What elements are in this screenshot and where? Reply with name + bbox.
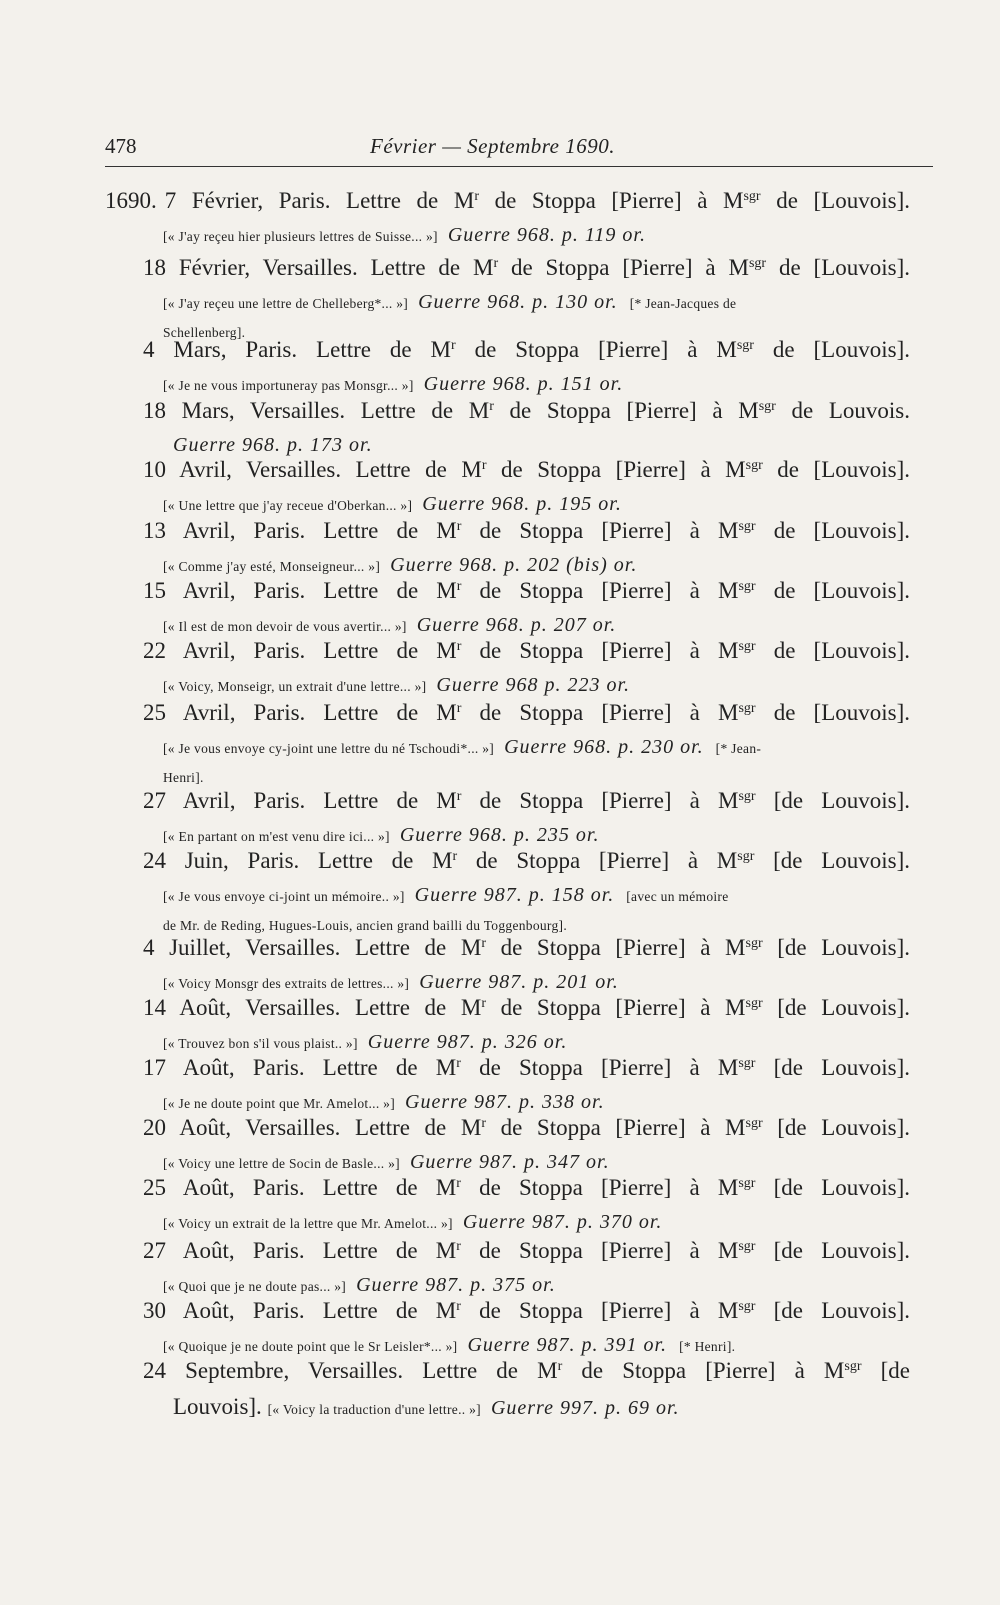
entry-heading	[143, 848, 910, 874]
entry-text: [de Louvois].	[762, 1115, 911, 1140]
entry-date: 4 Mars, Paris.	[143, 337, 317, 362]
superscript: r	[456, 1299, 461, 1314]
entry-text: Lettre de M	[322, 1238, 457, 1263]
entry-text: Louvois].	[173, 1394, 268, 1419]
superscript: r	[456, 519, 462, 534]
superscript: sgr	[748, 256, 767, 271]
entry-text: Lettre de M	[323, 700, 457, 725]
entry-reference-line	[163, 554, 637, 577]
entry-archive-ref: Guerre 968. p. 230 or.	[504, 736, 704, 758]
superscript: r	[452, 849, 458, 864]
entry-text: [de Louvois].	[755, 1055, 910, 1080]
entry-text: de Stoppa [Pierre] à M	[493, 398, 759, 423]
superscript: r	[456, 701, 462, 716]
superscript: sgr	[745, 458, 763, 473]
entry-incipit: [« Quoique je ne doute point que le Sr Leisler*... »]	[163, 1339, 458, 1354]
entry-archive-ref: Guerre 987. p. 158 or.	[414, 884, 615, 906]
entry-incipit: [« Voicy une lettre de Socin de Basle... »]	[163, 1156, 400, 1171]
entry-heading	[143, 1358, 910, 1384]
entry-date: 4 Juillet, Versailles.	[143, 935, 356, 960]
entry-text: [de Louvois].	[755, 1175, 910, 1200]
entry-text: de Stoppa [Pierre] à M	[485, 935, 746, 960]
entry-text: de Stoppa [Pierre] à M	[486, 457, 746, 482]
entry-date: 14 Août, Versailles.	[143, 995, 356, 1020]
superscript: sgr	[738, 701, 756, 716]
entry-reference-line	[163, 884, 729, 907]
entry-heading	[143, 935, 910, 961]
entry-date: 24 Juin, Paris.	[143, 848, 318, 873]
superscript: sgr	[758, 399, 776, 414]
entry-text: [de Louvois].	[755, 788, 910, 813]
entry-incipit: [« Je vous envoye ci-joint un mémoire.. »]	[163, 889, 405, 904]
superscript: r	[456, 1239, 461, 1254]
superscript: sgr	[745, 996, 763, 1011]
superscript: sgr	[738, 789, 756, 804]
entry-date: 25 Août, Paris.	[143, 1175, 323, 1200]
entry-incipit: [« Voicy, Monseigr, un extrait d'une lettre... »]	[163, 679, 427, 694]
entry-date: 22 Avril, Paris.	[143, 638, 324, 663]
entry-text: Lettre de M	[322, 1055, 457, 1080]
entry-heading	[143, 1298, 910, 1324]
entry-text: de [Louvois].	[760, 188, 910, 213]
entry-incipit: [« En partant on m'est venu dire ici... »]	[163, 829, 390, 844]
superscript: r	[451, 338, 456, 353]
superscript: sgr	[738, 1299, 756, 1314]
entry-text: [de Louvois].	[755, 1298, 910, 1323]
entry-heading	[143, 1055, 910, 1081]
entry-heading	[105, 188, 910, 214]
entry-date: 24 Septembre, Versailles.	[143, 1358, 423, 1383]
entry-incipit: [« Je ne doute point que Mr. Amelot... »]	[163, 1096, 396, 1111]
entry-heading	[143, 457, 910, 483]
entry-text: de Stoppa [Pierre] à M	[498, 255, 749, 280]
entry-text: Lettre de M	[355, 1115, 482, 1140]
superscript: sgr	[738, 1176, 756, 1191]
entry-reference-line	[163, 1151, 610, 1174]
superscript: r	[456, 789, 462, 804]
entry-text: Lettre de M	[355, 995, 482, 1020]
running-title: Février — Septembre 1690.	[370, 134, 615, 158]
superscript: r	[481, 936, 486, 951]
entry-archive-ref: Guerre 987. p. 201 or.	[419, 971, 619, 993]
entry-text: de [Louvois].	[755, 578, 910, 603]
entry-note: [* Henri].	[679, 1339, 736, 1354]
entry-note: [avec un mémoire	[626, 889, 729, 904]
entry-text: Lettre de M	[422, 1358, 558, 1383]
superscript: sgr	[737, 849, 755, 864]
entry-text: de Stoppa [Pierre] à M	[461, 638, 739, 663]
entry-heading	[143, 398, 910, 424]
entry-reference-line	[163, 493, 622, 516]
entry-reference-line	[163, 674, 630, 697]
entry-year: 1690.	[105, 188, 157, 213]
entry-text: de Stoppa [Pierre] à M	[457, 848, 738, 873]
entry-date: 18 Février, Versailles.	[143, 255, 371, 280]
entry-text: [de Louvois].	[755, 1238, 910, 1263]
entry-archive-ref: Guerre 997. p. 69 or.	[490, 1397, 680, 1419]
entry-date: 15 Avril, Paris.	[143, 578, 324, 603]
superscript: sgr	[743, 189, 761, 204]
entry-note-continuation: de Mr. de Reding, Hugues-Louis, ancien grand bailli du Toggenbourg].	[163, 918, 568, 933]
list-item	[105, 700, 940, 785]
entry-reference-line	[163, 224, 646, 247]
superscript: sgr	[844, 1359, 862, 1374]
entry-reference-line	[163, 1031, 567, 1054]
entry-note: [* Jean-	[715, 741, 762, 756]
superscript: r	[456, 639, 462, 654]
entry-incipit: [« Voicy la traduction d'une lettre.. »]	[267, 1402, 481, 1417]
entry-reference-line	[163, 1334, 735, 1357]
entry-text: Lettre de M	[355, 935, 482, 960]
entry-text: de Stoppa [Pierre] à M	[478, 188, 744, 213]
entry-date: 20 Août, Versailles.	[143, 1115, 356, 1140]
list-item	[105, 255, 940, 340]
entry-heading	[143, 1175, 910, 1201]
entry-text: de Stoppa [Pierre] à M	[460, 1055, 739, 1080]
entry-text: de [Louvois].	[766, 255, 911, 280]
entry-date: 27 Avril, Paris.	[143, 788, 324, 813]
entry-text: de [Louvois].	[762, 457, 910, 482]
entry-archive-ref: Guerre 968. p. 130 or.	[418, 291, 618, 313]
entry-heading	[143, 518, 910, 544]
entry-text: de Louvois.	[775, 398, 910, 423]
entry-note-continuation: Henri].	[163, 770, 204, 785]
superscript: sgr	[738, 639, 756, 654]
entry-date: 30 Août, Paris.	[143, 1298, 323, 1323]
entry-text: de Stoppa [Pierre] à M	[460, 1238, 739, 1263]
entry-text: de Stoppa [Pierre] à M	[455, 337, 737, 362]
superscript: sgr	[738, 579, 756, 594]
entry-incipit: [« Comme j'ay esté, Monseigneur... »]	[163, 559, 381, 574]
entry-archive-ref: Guerre 987. p. 347 or.	[409, 1151, 610, 1173]
entry-text: de Stoppa [Pierre] à M	[460, 1298, 739, 1323]
entry-text: de Stoppa [Pierre] à M	[486, 1115, 746, 1140]
entry-text: Lettre de M	[323, 578, 457, 603]
superscript: sgr	[738, 519, 756, 534]
entry-text: [de Louvois].	[754, 848, 910, 873]
entry-archive-ref: Guerre 968 p. 223 or.	[436, 674, 631, 696]
entry-date: 13 Avril, Paris.	[143, 518, 324, 543]
entry-reference-line	[163, 1091, 605, 1114]
entry-reference-line	[163, 736, 761, 759]
entry-archive-ref: Guerre 968. p. 207 or.	[416, 614, 617, 636]
superscript: r	[489, 399, 494, 414]
entry-note-continuation: Schellenberg].	[163, 325, 246, 340]
entry-incipit: [« Je ne vous importuneray pas Monsgr... »]	[163, 378, 414, 393]
entry-text: de [Louvois].	[753, 337, 910, 362]
superscript: sgr	[738, 1239, 756, 1254]
entry-incipit: [« Quoi que je ne doute pas... »]	[163, 1279, 347, 1294]
entry-heading	[143, 638, 910, 664]
entry-text: Lettre de M	[360, 398, 490, 423]
page-header	[105, 134, 935, 170]
entry-text: de Stoppa [Pierre] à M	[461, 788, 739, 813]
entry-archive-ref: Guerre 987. p. 375 or.	[356, 1274, 556, 1296]
entry-heading	[143, 578, 910, 604]
entry-archive-ref: Guerre 987. p. 370 or.	[462, 1211, 663, 1233]
entry-text: de [Louvois].	[755, 700, 910, 725]
entry-text: de Stoppa [Pierre] à M	[562, 1358, 845, 1383]
entry-text: [de	[861, 1358, 911, 1383]
entry-text: de [Louvois].	[755, 518, 910, 543]
entry-heading	[143, 788, 910, 814]
superscript: r	[481, 1116, 486, 1131]
entry-incipit: [« Il est de mon devoir de vous avertir... »]	[163, 619, 407, 634]
entry-incipit: [« Voicy un extrait de la lettre que Mr. Amelot... »]	[163, 1216, 453, 1231]
entry-incipit: [« J'ay reçeu hier plusieurs lettres de Suisse... »]	[163, 229, 438, 244]
entry-archive-ref: Guerre 987. p. 338 or.	[405, 1091, 605, 1113]
entry-date: 25 Avril, Paris.	[143, 700, 324, 725]
entry-archive-ref: Guerre 968. p. 235 or.	[399, 824, 600, 846]
entry-text: de Stoppa [Pierre] à M	[460, 1175, 739, 1200]
entry-text: [de Louvois].	[762, 935, 910, 960]
entry-text: Lettre de M	[323, 518, 457, 543]
superscript: r	[481, 458, 487, 473]
superscript: r	[456, 1176, 461, 1191]
entry-incipit: [« J'ay reçeu une lettre de Chelleberg*... »]	[163, 296, 409, 311]
superscript: r	[456, 1056, 461, 1071]
entry-archive-ref: Guerre 968. p. 151 or.	[423, 373, 624, 395]
superscript: r	[493, 256, 499, 271]
header-rule	[105, 166, 933, 167]
entry-text: de [Louvois].	[755, 638, 910, 663]
entry-heading	[143, 700, 910, 726]
entry-text: Lettre de M	[370, 255, 494, 280]
list-item	[105, 848, 940, 933]
superscript: sgr	[738, 1056, 756, 1071]
entry-text: Lettre de M	[322, 1298, 457, 1323]
entry-text: de Stoppa [Pierre] à M	[461, 578, 739, 603]
entry-reference-line	[163, 1211, 662, 1234]
entry-text: Lettre de M	[346, 188, 475, 213]
entry-text: Lettre de M	[323, 638, 457, 663]
entry-reference-line	[163, 373, 623, 396]
page-number: 478	[105, 134, 137, 158]
entry-reference-line	[163, 971, 619, 994]
entry-text: Lettre de M	[316, 337, 451, 362]
entry-text: de Stoppa [Pierre] à M	[461, 518, 739, 543]
entry-reference-line	[163, 614, 616, 637]
entry-incipit: [« Une lettre que j'ay receue d'Oberkan... »]	[163, 498, 413, 513]
entry-text: de Stoppa [Pierre] à M	[461, 700, 739, 725]
superscript: sgr	[745, 1116, 763, 1131]
entry-archive-ref: Guerre 968. p. 195 or.	[422, 493, 622, 515]
entry-reference-line	[163, 291, 736, 314]
entry-archive-ref: Guerre 987. p. 391 or.	[467, 1334, 668, 1356]
entry-heading	[143, 255, 910, 281]
entry-archive-ref: Guerre 987. p. 326 or.	[367, 1031, 568, 1053]
entry-text: de Stoppa [Pierre] à M	[486, 995, 746, 1020]
entry-heading	[143, 1238, 910, 1264]
superscript: sgr	[736, 338, 754, 353]
entry-reference-line	[163, 824, 599, 847]
entry-archive-ref: Guerre 968. p. 202 (bis) or.	[390, 554, 638, 576]
entry-incipit: [« Voicy Monsgr des extraits de lettres... »]	[163, 976, 410, 991]
entry-text: Lettre de M	[355, 457, 482, 482]
superscript: r	[557, 1359, 563, 1374]
entry-archive-ref: Guerre 968. p. 173 or.	[173, 434, 373, 456]
entry-reference-line	[163, 1274, 556, 1297]
entry-text: Lettre de M	[318, 848, 453, 873]
entry-reference-line	[163, 434, 373, 457]
entry-incipit: [« Trouvez bon s'il vous plaist.. »]	[163, 1036, 358, 1051]
list-item	[105, 1358, 940, 1438]
entry-date: 17 Août, Paris.	[143, 1055, 323, 1080]
superscript: r	[474, 189, 479, 204]
entry-date: 27 Août, Paris.	[143, 1238, 323, 1263]
entry-incipit: [« Je vous envoye cy-joint une lettre du né Tschoudi*... »]	[163, 741, 495, 756]
entry-archive-ref: Guerre 968. p. 119 or.	[447, 224, 646, 246]
entry-reference-line	[173, 1394, 680, 1420]
entry-heading	[143, 1115, 910, 1141]
superscript: r	[481, 996, 486, 1011]
entry-date: 7 Février, Paris.	[164, 188, 347, 213]
entry-heading	[143, 337, 910, 363]
superscript: r	[456, 579, 462, 594]
entry-text: [de Louvois].	[762, 995, 911, 1020]
entry-date: 18 Mars, Versailles.	[143, 398, 361, 423]
entry-text: Lettre de M	[322, 1175, 457, 1200]
entry-heading	[143, 995, 910, 1021]
entry-text: Lettre de M	[323, 788, 457, 813]
entry-date: 10 Avril, Versailles.	[143, 457, 356, 482]
entry-note: [* Jean-Jacques de	[629, 296, 737, 311]
superscript: sgr	[745, 936, 763, 951]
